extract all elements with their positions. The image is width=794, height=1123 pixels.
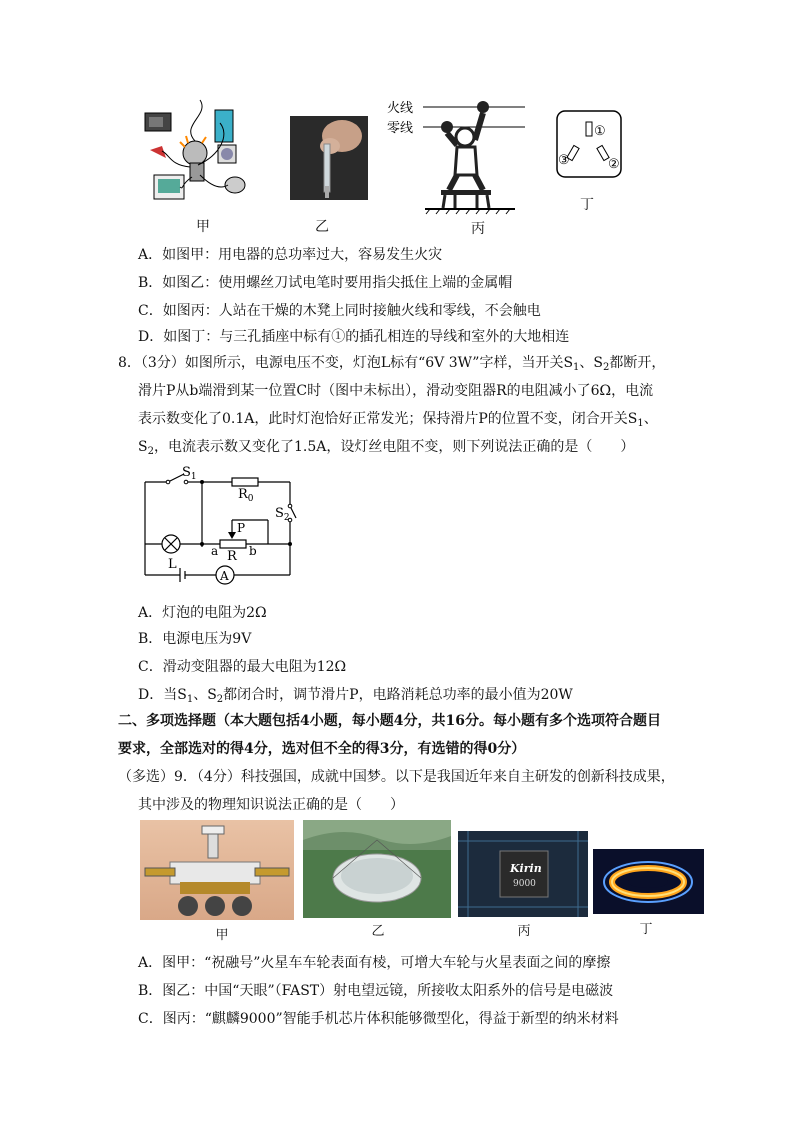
- q9-option-b: B．图乙：中国“天眼”（FAST）射电望远镜，所接收太阳系外的信号是电磁波: [138, 983, 614, 999]
- figure-test-pen: [290, 116, 368, 200]
- q8-option-b: B．电源电压为9V: [138, 631, 252, 647]
- chip-model-text: 9000: [513, 879, 536, 889]
- caption-fig1-1: 甲: [196, 219, 210, 235]
- label-p: P: [237, 521, 246, 535]
- q9-stem-line-2: 其中涉及的物理知识说法正确的是（ ）: [138, 797, 404, 813]
- q9-option-a: A．图甲：“祝融号”火星车车轮表面有棱，可增大车轮与火星表面之间的摩擦: [138, 955, 611, 971]
- figure-person-on-stool: [385, 95, 535, 215]
- figure-three-hole-socket: [556, 110, 622, 178]
- section-2-heading-line-2: 要求，全部选对的得4分，选对但不全的得3分，有选错的得0分）: [118, 741, 526, 757]
- q8-option-d: D．当$S_1$、$S_2$都闭合时，调节滑片P，电路消耗总功率的最小值为20W: [138, 687, 573, 705]
- q8-stem-line-2: 滑片P从b端滑到某一位置C时（图中未标出），滑动变阻器R的电阻减小了6Ω，电流: [138, 383, 654, 399]
- caption-fig2-3: 丙: [517, 924, 531, 939]
- figure-kirin-chip: [458, 831, 588, 917]
- label-s2: $S_2$: [275, 506, 290, 523]
- section-2-heading-line-1: 二、多项选择题（本大题包括4小题，每小题4分，共16分。每小题有多个选项符合题目: [118, 713, 661, 729]
- caption-fig1-2: 乙: [315, 219, 329, 235]
- q7-option-a: A．如图甲：用电器的总功率过大，容易发生火灾: [138, 247, 443, 263]
- q7-option-b: B．如图乙：使用螺丝刀试电笔时要用指尖抵住上端的金属帽: [138, 275, 513, 291]
- figure-mars-rover: [140, 820, 294, 920]
- q8-option-a: A．灯泡的电阻为2Ω: [138, 605, 267, 621]
- circuit-diagram: [140, 462, 300, 587]
- socket-label-2: ②: [608, 157, 620, 172]
- q7-option-c: C．如图丙：人站在干燥的木凳上同时接触火线和零线，不会触电: [138, 303, 541, 319]
- figure-appliances: [140, 95, 260, 205]
- q8-stem-line-4: $S_2$，电流表示数又变化了1.5A，设灯丝电阻不变，则下列说法正确的是（ ）: [138, 439, 635, 457]
- q8-option-c: C．滑动变阻器的最大电阻为12Ω: [138, 659, 347, 675]
- label-r0: $R_0$: [238, 487, 254, 504]
- caption-fig2-2: 乙: [371, 924, 385, 939]
- q9-stem-line-1: （多选）9．（4分）科技强国，成就中国梦。以下是我国近年来自主研发的创新科技成果，: [118, 769, 675, 785]
- q8-stem-line-3: 表示数变化了0.1A，此时灯泡恰好正常发光；保持滑片P的位置不变，闭合开关$S_1$、: [138, 411, 658, 429]
- chip-brand-text: Kirin: [510, 862, 542, 875]
- socket-label-3: ③: [558, 153, 570, 168]
- label-b: b: [249, 544, 257, 558]
- neutral-wire-label: 零线: [387, 121, 414, 136]
- caption-fig2-1: 甲: [215, 928, 229, 943]
- fire-wire-label: 火线: [387, 101, 414, 116]
- q7-option-d: D．如图丁：与三孔插座中标有①的插孔相连的导线和室外的大地相连: [138, 329, 570, 345]
- q9-option-c: C．图丙：“麒麟9000”智能手机芯片体积能够微型化，得益于新型的纳米材料: [138, 1011, 619, 1027]
- label-a: a: [211, 544, 219, 558]
- figure-fusion-torus: [593, 849, 704, 914]
- q8-stem-line-1: 8．（3分）如图所示，电源电压不变，灯泡L标有“6V 3W”字样，当开关$S_1$、$S_2$都断开，: [118, 355, 666, 373]
- label-r: R: [227, 549, 237, 564]
- label-l: L: [168, 557, 177, 572]
- caption-fig1-3: 丙: [471, 221, 485, 237]
- figure-fast-telescope: [303, 820, 451, 918]
- label-ammeter: A: [220, 569, 229, 583]
- label-s1: $S_1$: [182, 465, 197, 482]
- caption-fig1-4: 丁: [580, 197, 594, 213]
- caption-fig2-4: 丁: [639, 922, 653, 937]
- socket-label-1: ①: [594, 124, 606, 139]
